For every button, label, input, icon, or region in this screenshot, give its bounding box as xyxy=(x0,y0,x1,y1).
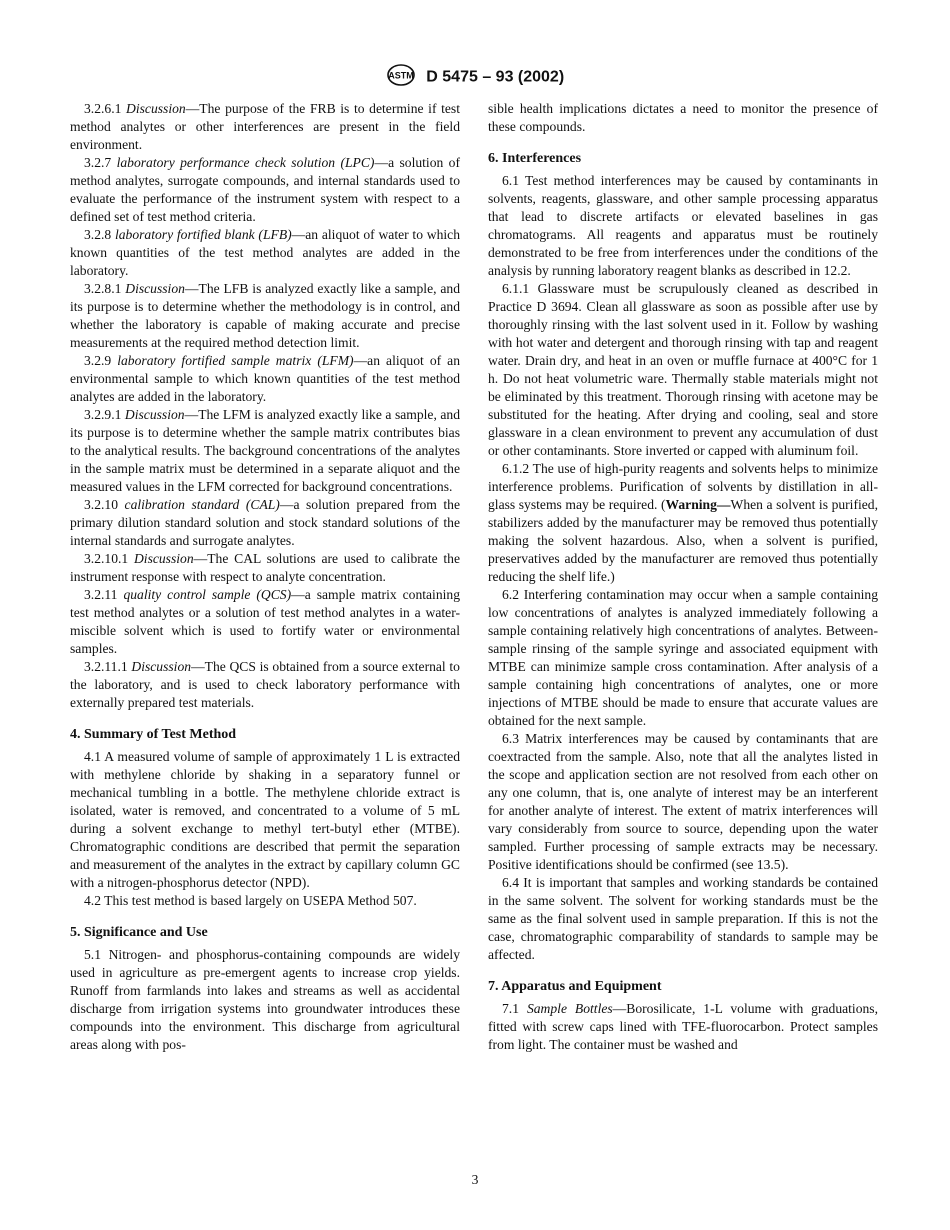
paragraph-3-2-8: 3.2.8 laboratory fortified blank (LFB)—an aliquot of water to which known quantities of the test method analytes are added in the laboratory. xyxy=(70,227,460,278)
section-heading-4: 4. Summary of Test Method xyxy=(70,727,237,742)
paragraph-6-1: 6.1 Test method interferences may be caused by contaminants in solvents, reagents, glassware, and other sample processing apparatus that lead to discrete artifacts or elevated baselines in gas chromatograms. All reagents and apparatus must be routinely demonstrated to be free from interferences under the conditions of the analysis by running laboratory reagent blanks as described in 12.2. xyxy=(488,173,878,278)
paragraph-6-1-1: 6.1.1 Glassware must be scrupulously cleaned as described in Practice D 3694. Clean all glassware as soon as possible after use by thoroughly rinsing with the last solvent used in it. Follow by washing with hot water and detergent and thorough rinsing with tap and reagent water. Drain dry, and heat in an oven or muffle furnace at 400°C for 1 h. Do not heat volumetric ware. Thermally stable materials might not be eliminated by this treatment. Thorough rinsing with acetone may be substituted for the heating. After drying and cooling, seal and store glassware in a clean environment to prevent any accumulation of dust or other contaminants. Store inverted or capped with aluminum foil. xyxy=(488,281,878,458)
page-header xyxy=(0,64,950,91)
left-column xyxy=(70,100,460,1054)
astm-logo-icon xyxy=(386,64,416,91)
document-designation: D 5475 – 93 (2002) xyxy=(426,68,565,86)
page-number: 3 xyxy=(471,1172,479,1187)
paragraph-5-1-continued: sible health implications dictates a need to monitor the presence of these compounds. xyxy=(488,101,878,134)
paragraph-6-4: 6.4 It is important that samples and working standards be contained in the same solvent. The solvent for working standards must be the same as the final solvent used in sample preparation. If this is not the case, chromatographic comparability of standards to sample may be affected. xyxy=(488,875,878,962)
paragraph-4-2: 4.2 This test method is based largely on USEPA Method 507. xyxy=(84,893,417,908)
paragraph-3-2-9-1: 3.2.9.1 Discussion—The LFM is analyzed exactly like a sample, and its purpose is to determine whether the sample matrix contributes bias to the analytical results. The background concentrations of the analytes in the sample matrix must be determined in a separate aliquot and the measured values in the LFM corrected for background concentrations. xyxy=(70,407,460,494)
right-column xyxy=(488,100,878,1054)
paragraph-6-1-2: 6.1.2 The use of high-purity reagents and solvents helps to minimize interference problems. Purification of solvents by distillation in all-glass systems may be required. (Warning—When a solvent is purified, stabilizers added by the manufacturer may be removed thus potentially making the solvent hazardous. Also, when a solvent is purified, preservatives added by the manufacturer are removed thus potentially reducing the shelf life.) xyxy=(488,461,878,584)
paragraph-3-2-11-1: 3.2.11.1 Discussion—The QCS is obtained from a source external to the laboratory, and is used to check laboratory performance with externally prepared test materials. xyxy=(70,659,460,710)
paragraph-3-2-9: 3.2.9 laboratory fortified sample matrix (LFM)—an aliquot of an environmental sample to which known quantities of the test method analytes are added in the laboratory. xyxy=(70,353,461,404)
svg-text:ASTM: ASTM xyxy=(388,70,414,81)
section-heading-6: 6. Interferences xyxy=(488,151,582,166)
paragraph-4-1: 4.1 A measured volume of sample of approximately 1 L is extracted with methylene chloride by shaking in a separatory funnel or mechanical tumbling in a bottle. The methylene chloride extract is isolated, water is removed, and concentrated to a volume of 5 mL during a solvent exchange to methyl tert-butyl ether (MTBE). Chromatographic conditions are described that permit the separation and measurement of the analytes in the extract by capillary column GC with a nitrogen-phosphorus detector (NPD). xyxy=(70,749,460,890)
paragraph-5-1: 5.1 Nitrogen- and phosphorus-containing compounds are widely used in agriculture as pre-emergent agents to increase crop yields. Runoff from farmlands into lakes and streams as well as accidental discharge from irrigation systems into groundwater introduces these compounds into the environment. This discharge from agricultural areas along with pos- xyxy=(70,947,460,1052)
paragraph-3-2-6-1: 3.2.6.1 Discussion—The purpose of the FRB is to determine if test method analytes or other interferences are present in the field environment. xyxy=(70,101,460,152)
paragraph-3-2-7: 3.2.7 laboratory performance check solution (LPC)—a solution of method analytes, surrogate compounds, and internal standards used to evaluate the performance of the instrument system with respect to a defined set of test method criteria. xyxy=(70,155,460,224)
paragraph-3-2-10: 3.2.10 calibration standard (CAL)—a solution prepared from the primary dilution standard solution and stock standard solutions of the internal standards and surrogate analytes. xyxy=(70,497,460,548)
paragraph-3-2-11: 3.2.11 quality control sample (QCS)—a sample matrix containing test method analytes or a solution of test method analytes in a water-miscible solvent which is used to fortify water or environmental samples. xyxy=(70,587,460,656)
paragraph-3-2-8-1: 3.2.8.1 Discussion—The LFB is analyzed exactly like a sample, and its purpose is to determine whether the methodology is in control, and whether the laboratory is capable of making accurate and precise measurements at the required method detection limit. xyxy=(70,281,460,350)
section-heading-5: 5. Significance and Use xyxy=(70,925,208,940)
paragraph-6-3: 6.3 Matrix interferences may be caused by contaminants that are coextracted from the sample. Also, note that all the analytes listed in the scope and application section are not resolved from each other on any one column, that is, one analyte of interest may be an interferent for another analyte of interest. The extent of matrix interferences will vary considerably from source to source, depending upon the water sampled. Further processing of sample extracts may be necessary. Positive identifications should be confirmed (see 13.5). xyxy=(488,731,878,872)
section-heading-7: 7. Apparatus and Equipment xyxy=(488,979,662,994)
paragraph-6-2: 6.2 Interfering contamination may occur when a sample containing low concentrations of analytes is analyzed immediately following a sample containing relatively high concentrations of analytes. Between-sample rinsing of the sample syringe and associated equipment with MTBE can minimize sample cross contamination. After analysis of a sample containing high concentrations of analytes, one or more injections of MTBE should be made to ensure that accurate values are obtained for the next sample. xyxy=(488,587,878,728)
paragraph-3-2-10-1: 3.2.10.1 Discussion—The CAL solutions are used to calibrate the instrument response with respect to analyte concentration. xyxy=(70,551,461,584)
paragraph-7-1: 7.1 Sample Bottles—Borosilicate, 1-L volume with graduations, fitted with screw caps lined with TFE-fluorocarbon. Protect samples from light. The container must be washed and xyxy=(488,1001,878,1052)
